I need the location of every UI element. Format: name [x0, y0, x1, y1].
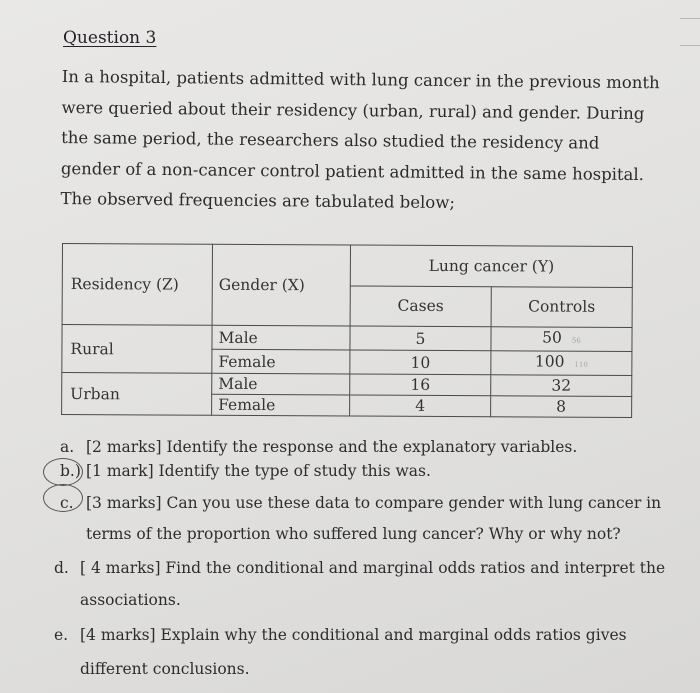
- item-letter: a.: [60, 438, 75, 456]
- header-controls: Controls: [491, 286, 632, 327]
- gender-cell: Male: [212, 373, 350, 395]
- item-text: [4 marks] Explain why the conditional and marginal odds ratios gives different conclusions.: [80, 626, 627, 678]
- page-edge-mark: [680, 18, 700, 46]
- item-letter: e.: [54, 626, 69, 644]
- list-item: [60, 488, 690, 550]
- question-intro: In a hospital, patients admitted with lung cancer in the previous month were queried about their residency (urban, rural) and gender. During the same period, the researchers also studied the residency and gender of a non-cancer control patient admitted in the same hospital. The observed frequencies are tabulated below;: [60, 66, 660, 213]
- controls-value: 100: [534, 352, 565, 371]
- item-letter: c.: [60, 488, 74, 519]
- controls-cell: [491, 327, 632, 352]
- controls-value: 50: [542, 328, 562, 347]
- table-header-row: [62, 244, 632, 287]
- question-heading: Question 3: [63, 28, 157, 48]
- header-lung-cancer: Lung cancer (Y): [350, 245, 632, 287]
- header-residency: Residency (Z): [62, 244, 212, 326]
- cases-cell: 16: [350, 374, 491, 396]
- controls-cell: [491, 351, 632, 376]
- table-row: [62, 373, 632, 397]
- header-cases: Cases: [350, 286, 491, 327]
- cases-cell: 4: [350, 395, 491, 417]
- cases-cell: 5: [350, 326, 491, 351]
- list-item: [60, 438, 690, 456]
- residency-cell: Rural: [62, 325, 212, 374]
- gender-cell: Male: [212, 325, 350, 350]
- header-gender: Gender (X): [212, 244, 350, 326]
- controls-cell: 8: [491, 396, 632, 418]
- item-text: [3 marks] Can you use these data to compare gender with lung cancer in terms of the proportion who suffered lung cancer? Why or why not?: [86, 494, 662, 543]
- list-item: [54, 552, 690, 616]
- gender-cell: Female: [212, 349, 350, 374]
- item-text: [2 marks] Identify the response and the explanatory variables.: [86, 438, 578, 456]
- faint-annotation: 56: [571, 336, 581, 345]
- faint-annotation: 110: [574, 360, 588, 369]
- item-letter: d.: [54, 559, 69, 577]
- frequency-table: [61, 243, 633, 418]
- cases-cell: 10: [350, 350, 491, 375]
- list-item: [60, 462, 690, 480]
- item-text: [ 4 marks] Find the conditional and marginal odds ratios and interpret the associations.: [80, 559, 666, 609]
- item-text: [1 mark] Identify the type of study this was.: [86, 462, 431, 480]
- question-list: [54, 438, 690, 686]
- table-row: [62, 325, 632, 352]
- gender-cell: Female: [212, 394, 350, 416]
- item-letter: b.): [60, 462, 81, 480]
- residency-cell: Urban: [62, 373, 212, 416]
- controls-cell: 32: [491, 375, 632, 397]
- list-item: [54, 618, 690, 686]
